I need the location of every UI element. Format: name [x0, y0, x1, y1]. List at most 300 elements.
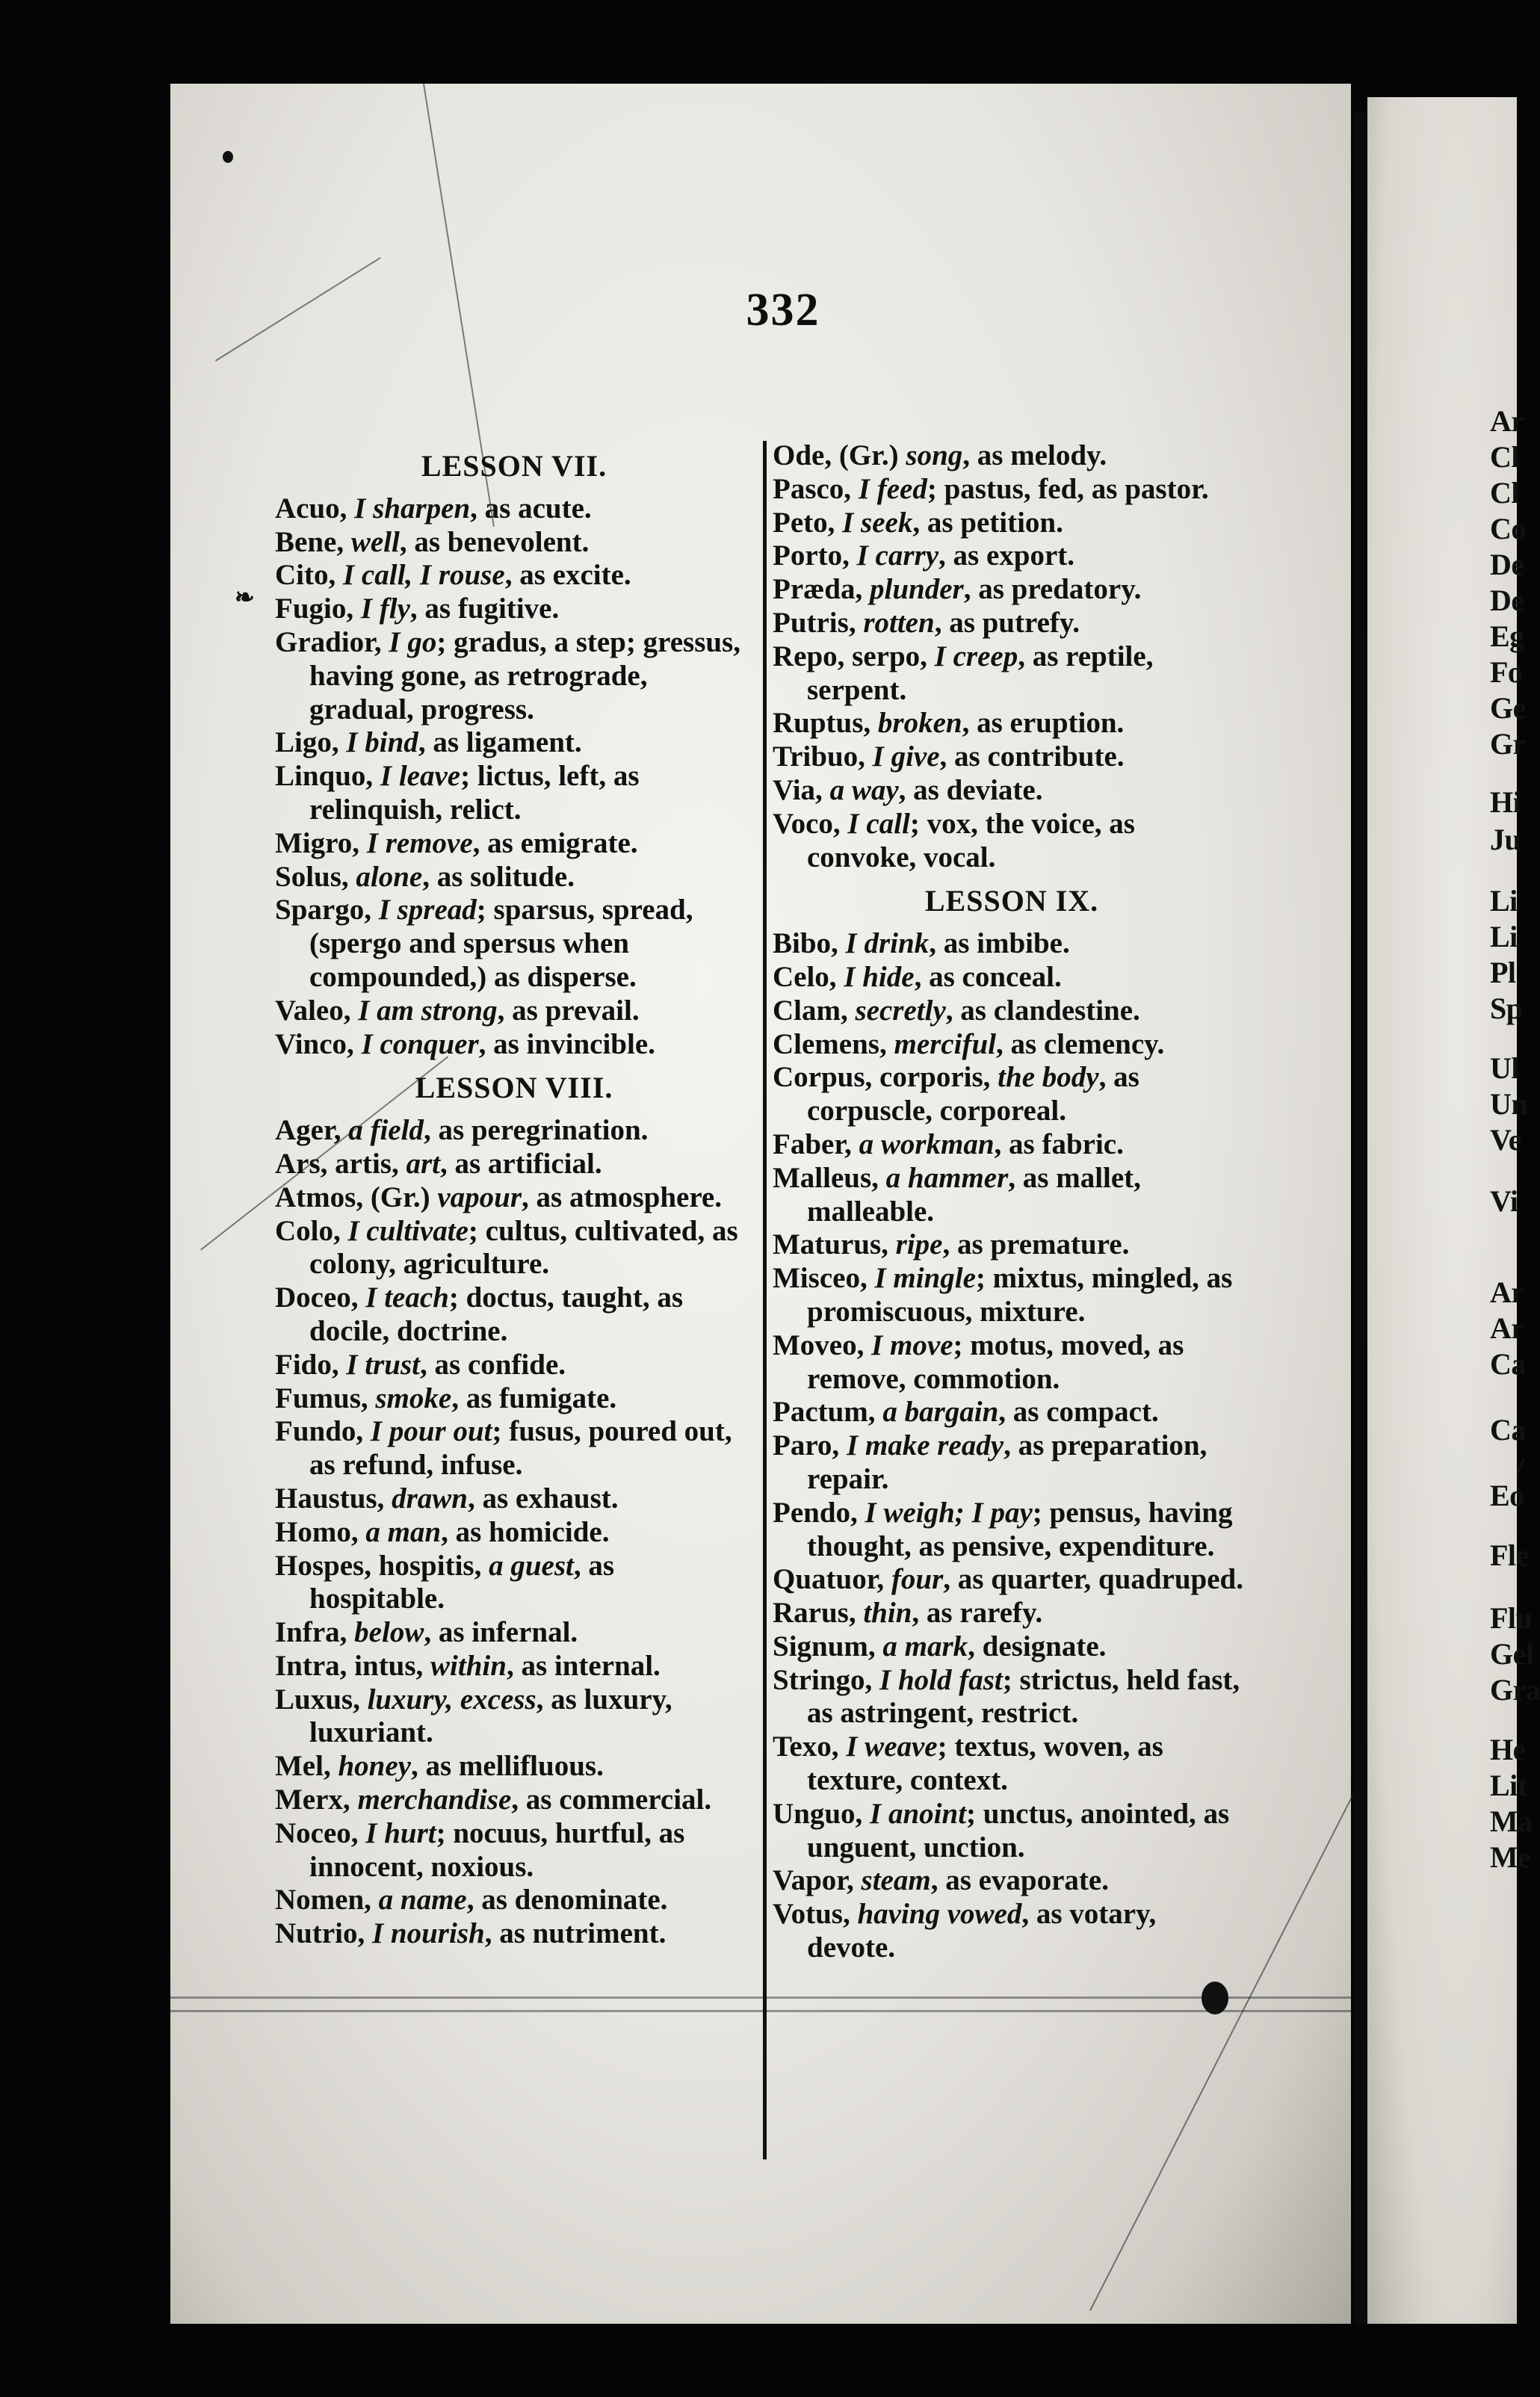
- entry-meaning: I fly: [360, 593, 410, 625]
- entry-derivatives: , as corpuscle, corporeal.: [807, 1061, 1139, 1128]
- entry-derivatives: ; pastus, fed, as pastor.: [927, 472, 1209, 505]
- entry-derivatives: ; cultus, cultivated, as colony, agriculture.: [309, 1214, 738, 1281]
- vocabulary-entry: [773, 995, 1251, 1028]
- vocabulary-entry: [773, 1262, 1251, 1329]
- entry-derivatives: , as votary, devote.: [807, 1898, 1157, 1964]
- entry-meaning: merchandise: [357, 1784, 512, 1816]
- adjacent-page-text: Un: [1490, 1087, 1528, 1121]
- entry-derivatives: , as invincible.: [478, 1027, 655, 1060]
- vocabulary-entry: [773, 1028, 1251, 1062]
- vocabulary-entry: [275, 827, 753, 861]
- entry-meaning: I go: [389, 625, 437, 658]
- adjacent-page-text: De: [1490, 548, 1524, 581]
- vocabulary-entry: [275, 1650, 753, 1683]
- page-gutter: [1354, 112, 1367, 2324]
- entry-word: Peto,: [773, 506, 843, 539]
- vocabulary-entry: [275, 593, 753, 626]
- vocabulary-entry: [275, 1148, 753, 1181]
- entry-derivatives: ; mixtus, mingled, as promiscuous, mixture.: [807, 1262, 1233, 1328]
- entry-derivatives: ; sparsus, spread, (spergo and spersus when compounded,) as disperse.: [309, 894, 693, 993]
- vocabulary-entry: [773, 1898, 1251, 1965]
- vocabulary-entry: [275, 1550, 753, 1617]
- adjacent-page-text: Gr: [1490, 727, 1526, 761]
- entry-derivatives: , as eruption.: [962, 707, 1125, 740]
- vocabulary-entry: [773, 1329, 1251, 1397]
- adjacent-page-text: Vi: [1490, 1184, 1518, 1218]
- vocabulary-entry: [773, 573, 1251, 607]
- entry-meaning: I feed: [858, 472, 927, 505]
- entry-derivatives: , as conceal.: [914, 960, 1062, 993]
- entry-meaning: smoke: [375, 1382, 452, 1414]
- entry-meaning: I mingle: [874, 1262, 976, 1295]
- entry-meaning: below: [354, 1616, 424, 1649]
- entry-word: Texo,: [773, 1731, 847, 1763]
- vocabulary-entry: [773, 1497, 1251, 1564]
- entry-word: Luxus,: [275, 1683, 368, 1716]
- entry-word: Fumus,: [275, 1382, 376, 1414]
- vocabulary-entry: [275, 1181, 753, 1215]
- entry-derivatives: , as preparation, repair.: [807, 1429, 1207, 1495]
- entry-meaning: well: [350, 525, 400, 558]
- entry-meaning: I am strong: [358, 994, 498, 1027]
- adjacent-page-text: Ca: [1490, 1413, 1526, 1447]
- entry-word: Pactum,: [773, 1396, 883, 1429]
- vocabulary-entry: [773, 473, 1251, 507]
- vocabulary-entry: [773, 1061, 1251, 1128]
- entry-meaning: song: [906, 439, 963, 471]
- entry-derivatives: , as compact.: [998, 1396, 1159, 1429]
- scratch-line: [215, 257, 381, 361]
- entry-meaning: a workman: [859, 1128, 995, 1160]
- entry-word: Misceo,: [773, 1262, 875, 1295]
- adjacent-page-text: Cl: [1490, 440, 1519, 474]
- entry-word: Moveo,: [773, 1329, 872, 1361]
- entry-meaning: rotten: [863, 606, 935, 639]
- vocabulary-entry: [275, 1884, 753, 1917]
- entry-meaning: I remove: [366, 826, 473, 859]
- entry-meaning: steam: [861, 1864, 931, 1897]
- entry-derivatives: , as fumigate.: [451, 1382, 617, 1414]
- entry-word: Linquo,: [275, 760, 380, 793]
- entry-derivatives: , as imbibe.: [929, 927, 1070, 960]
- entry-derivatives: , as internal.: [506, 1649, 661, 1682]
- entry-word: Voco,: [773, 807, 848, 840]
- entry-word: Homo,: [275, 1515, 366, 1548]
- adjacent-page-text: Ar: [1490, 404, 1524, 438]
- entry-meaning: the body: [998, 1061, 1099, 1094]
- vocabulary-entry: [275, 1516, 753, 1550]
- entry-meaning: I leave: [380, 760, 461, 793]
- entry-derivatives: ; doctus, taught, as docile, doctrine.: [309, 1281, 683, 1347]
- entry-derivatives: , as exhaust.: [467, 1482, 619, 1515]
- entry-derivatives: , as clemency.: [995, 1027, 1165, 1060]
- adjacent-page-text: Hi: [1490, 785, 1521, 819]
- entry-word: Paro,: [773, 1429, 847, 1462]
- entry-meaning: a bargain: [882, 1396, 999, 1429]
- entry-word: Fundo,: [275, 1415, 371, 1448]
- vocabulary-entry: [275, 861, 753, 894]
- adjacent-page: [1367, 97, 1540, 2324]
- entry-word: Infra,: [275, 1616, 355, 1649]
- vocabulary-entry: [773, 774, 1251, 808]
- entry-meaning: I conquer: [361, 1027, 479, 1060]
- adjacent-page-text: Sp: [1490, 992, 1523, 1025]
- entry-meaning: vapour: [437, 1181, 522, 1213]
- entry-derivatives: , as fugitive.: [409, 593, 560, 625]
- vocabulary-entry: [275, 492, 753, 526]
- entry-meaning: I anoint: [870, 1797, 967, 1830]
- vocabulary-entry: [773, 740, 1251, 774]
- vocabulary-entry: [773, 1731, 1251, 1798]
- lesson-heading: LESSON VII.: [421, 449, 607, 483]
- entry-derivatives: , as ligament.: [418, 726, 582, 759]
- vocabulary-entry: [275, 559, 753, 593]
- book-page: [170, 84, 1351, 2324]
- entry-derivatives: , as reptile, serpent.: [807, 640, 1154, 706]
- entry-word: Quatuor,: [773, 1563, 891, 1596]
- vocabulary-entry: [275, 1784, 753, 1817]
- entry-derivatives: ; textus, woven, as texture, context.: [807, 1731, 1163, 1797]
- entry-word: Ager,: [275, 1114, 349, 1147]
- entry-derivatives: ; fusus, poured out, as refund, infuse.: [309, 1415, 732, 1482]
- entry-word: Pendo,: [773, 1496, 865, 1529]
- ink-speck: [223, 151, 233, 163]
- entry-word: Repo, serpo,: [773, 640, 935, 672]
- entry-meaning: I drink: [845, 927, 930, 960]
- adjacent-page-text: Ge: [1490, 691, 1526, 725]
- entry-meaning: ripe: [895, 1228, 943, 1261]
- vocabulary-entry: [275, 1281, 753, 1349]
- adjacent-page-text: Ve: [1490, 1123, 1521, 1157]
- vocabulary-entry: [773, 808, 1251, 875]
- vocabulary-entry: [773, 1228, 1251, 1262]
- entry-meaning: I hurt: [365, 1816, 436, 1849]
- entry-meaning: I nourish: [372, 1917, 485, 1950]
- adjacent-page-text: Cl: [1490, 476, 1519, 510]
- entry-derivatives: , as melody.: [962, 439, 1107, 471]
- adjacent-page-text: De: [1490, 584, 1524, 617]
- entry-derivatives: ; strictus, held fast, as astringent, restrict.: [807, 1663, 1240, 1730]
- adjacent-page-text: Ma: [1490, 1804, 1533, 1838]
- entry-word: Unguo,: [773, 1797, 870, 1830]
- vocabulary-entry: [275, 1215, 753, 1282]
- entry-word: Haustus,: [275, 1482, 392, 1515]
- vocabulary-entry: [773, 1128, 1251, 1162]
- entry-word: Doceo,: [275, 1281, 366, 1314]
- vocabulary-entry: [275, 1028, 753, 1062]
- entry-meaning: I bind: [346, 726, 418, 759]
- entry-meaning: I seek: [842, 506, 913, 539]
- entry-derivatives: , as denominate.: [466, 1884, 668, 1917]
- entry-word: Bene,: [275, 525, 351, 558]
- entry-word: Gradior,: [275, 625, 389, 658]
- adjacent-page-text: Gra: [1490, 1673, 1540, 1707]
- entry-derivatives: ; pensus, having thought, as pensive, expenditure.: [807, 1496, 1233, 1562]
- entry-derivatives: , as predatory.: [963, 573, 1142, 606]
- entry-word: Maturus,: [773, 1228, 896, 1261]
- entry-word: Ligo,: [275, 726, 347, 759]
- entry-word: Fido,: [275, 1348, 347, 1381]
- vocabulary-entry: [773, 1630, 1251, 1664]
- entry-word: Nomen,: [275, 1884, 379, 1917]
- vocabulary-entry: [275, 1382, 753, 1416]
- entry-meaning: honey: [338, 1750, 411, 1783]
- vocabulary-entry: [275, 894, 753, 994]
- vocabulary-entry: [773, 961, 1251, 995]
- entry-meaning: I sharpen: [354, 492, 471, 525]
- vocabulary-entry: [275, 526, 753, 560]
- entry-derivatives: , as acute.: [470, 492, 592, 525]
- entry-derivatives: , as excite.: [504, 559, 631, 592]
- adjacent-page-text: Fo: [1490, 655, 1523, 689]
- entry-word: Votus,: [773, 1898, 858, 1931]
- entry-derivatives: , as petition.: [912, 506, 1063, 539]
- entry-word: Vinco,: [275, 1027, 362, 1060]
- entry-meaning: broken: [877, 707, 962, 740]
- right-column: [773, 439, 1251, 1965]
- entry-word: Pasco,: [773, 472, 859, 505]
- entry-derivatives: , as fabric.: [994, 1128, 1124, 1160]
- vocabulary-entry: [275, 1817, 753, 1884]
- entry-word: Rarus,: [773, 1597, 864, 1630]
- adjacent-page-text: Eo: [1490, 1479, 1524, 1512]
- entry-derivatives: , as infernal.: [424, 1616, 578, 1649]
- entry-word: Stringo,: [773, 1663, 880, 1696]
- vocabulary-entry: [773, 1429, 1251, 1497]
- entry-word: Colo,: [275, 1214, 348, 1247]
- entry-meaning: I weigh; I pay: [865, 1496, 1033, 1529]
- entry-word: Via,: [773, 773, 830, 806]
- vocabulary-entry: [773, 640, 1251, 708]
- entry-meaning: I spread: [378, 894, 477, 927]
- entry-meaning: I make ready: [846, 1429, 1004, 1462]
- entry-derivatives: ; nocuus, hurtful, as innocent, noxious.: [309, 1816, 685, 1883]
- entry-word: Cito,: [275, 559, 343, 592]
- entry-derivatives: , as mallet, malleable.: [807, 1161, 1141, 1228]
- entry-meaning: I teach: [365, 1281, 449, 1314]
- entry-meaning: luxury, excess: [367, 1683, 536, 1716]
- entry-meaning: a guest: [489, 1549, 574, 1582]
- vocabulary-entry: [773, 607, 1251, 640]
- entry-derivatives: ; vox, the voice, as convoke, vocal.: [807, 807, 1135, 873]
- page-number: 332: [746, 285, 820, 335]
- entry-meaning: plunder: [870, 573, 964, 606]
- entry-derivatives: , as commercial.: [511, 1784, 712, 1816]
- vocabulary-entry: [773, 1597, 1251, 1630]
- entry-word: Spargo,: [275, 894, 379, 927]
- entry-word: Noceo,: [275, 1816, 366, 1849]
- vocabulary-entry: [275, 1349, 753, 1382]
- entry-derivatives: , as emigrate.: [472, 826, 638, 859]
- vocabulary-entry: [275, 1917, 753, 1951]
- entry-derivatives: , as luxury, luxuriant.: [309, 1683, 672, 1749]
- entry-word: Hospes, hospitis,: [275, 1549, 489, 1582]
- vocabulary-entry: [773, 439, 1251, 473]
- entry-word: Mel,: [275, 1750, 338, 1783]
- scan-line: [170, 1997, 1351, 1999]
- entry-derivatives: , as atmosphere.: [522, 1181, 722, 1213]
- entry-meaning: I trust: [346, 1348, 421, 1381]
- entry-meaning: a way: [829, 773, 899, 806]
- adjacent-page-text: Ar: [1490, 1311, 1524, 1345]
- adjacent-page-text: Eg: [1490, 619, 1524, 653]
- vocabulary-entry: [275, 1415, 753, 1482]
- entry-word: Præda,: [773, 573, 870, 606]
- adjacent-page-text: He: [1490, 1733, 1526, 1766]
- vocabulary-entry: [275, 1482, 753, 1516]
- vocabulary-entry: [773, 1664, 1251, 1731]
- entry-derivatives: ; motus, moved, as remove, commotion.: [807, 1329, 1184, 1395]
- entry-meaning: I carry: [856, 539, 939, 572]
- vocabulary-entry: [275, 626, 753, 726]
- entry-derivatives: ; gradus, a step; gressus, having gone, as retrograde, gradual, progress.: [309, 625, 740, 726]
- vocabulary-entry: [275, 1616, 753, 1650]
- entry-derivatives: , as quarter, quadruped.: [943, 1563, 1243, 1596]
- adjacent-page-text: Flu: [1490, 1601, 1533, 1635]
- entry-word: Signum,: [773, 1630, 883, 1663]
- entry-meaning: I call, I rouse: [343, 559, 505, 592]
- entry-meaning: I hide: [844, 960, 915, 993]
- ink-speck: [1202, 1982, 1228, 2014]
- entry-derivatives: , as contribute.: [939, 740, 1125, 773]
- entry-word: Ode, (Gr.): [773, 439, 906, 471]
- entry-word: Valeo,: [275, 994, 359, 1027]
- vocabulary-entry: [773, 1864, 1251, 1898]
- entry-derivatives: , as artificial.: [439, 1147, 602, 1180]
- adjacent-page-text: Lit: [1490, 1769, 1527, 1802]
- entry-word: Bibo,: [773, 927, 846, 960]
- entry-word: Migro,: [275, 826, 367, 859]
- entry-word: Malleus,: [773, 1161, 886, 1194]
- vocabulary-entry: [275, 726, 753, 760]
- margin-mark: ❧: [235, 584, 255, 610]
- adjacent-page-text: Ca: [1490, 1347, 1526, 1381]
- vocabulary-entry: [773, 1396, 1251, 1429]
- entry-derivatives: ; unctus, anointed, as unguent, unction.: [807, 1797, 1230, 1864]
- entry-meaning: a man: [365, 1515, 442, 1548]
- entry-word: Tribuo,: [773, 740, 873, 773]
- column-divider: [763, 441, 767, 2159]
- entry-meaning: a hammer: [885, 1161, 1009, 1194]
- vocabulary-entry: [773, 927, 1251, 961]
- entry-meaning: a mark: [882, 1630, 968, 1663]
- entry-meaning: merciful: [894, 1027, 996, 1060]
- entry-derivatives: , as clandestine.: [945, 994, 1140, 1027]
- left-column: [275, 439, 753, 1951]
- entry-meaning: thin: [863, 1597, 912, 1630]
- adjacent-page-text: Ar: [1490, 1275, 1524, 1309]
- entry-derivatives: ; lictus, left, as relinquish, relict.: [309, 760, 640, 826]
- entry-derivatives: , as export.: [938, 539, 1075, 572]
- entry-word: Celo,: [773, 960, 844, 993]
- entry-derivatives: , as evaporate.: [930, 1864, 1109, 1897]
- entry-derivatives: , as deviate.: [898, 773, 1043, 806]
- entry-meaning: secretly: [855, 994, 946, 1027]
- adjacent-page-text: Ju: [1490, 823, 1521, 856]
- entry-word: Clemens,: [773, 1027, 894, 1060]
- entry-derivatives: , as solitude.: [422, 860, 575, 893]
- entry-derivatives: , designate.: [968, 1630, 1107, 1663]
- entry-meaning: I hold fast: [879, 1663, 1003, 1696]
- entry-word: Vapor,: [773, 1864, 862, 1897]
- entry-meaning: within: [430, 1649, 507, 1682]
- entry-derivatives: , as benevolent.: [399, 525, 590, 558]
- adjacent-page-text: Me: [1490, 1840, 1531, 1874]
- entry-derivatives: , as putrefy.: [934, 606, 1080, 639]
- vocabulary-entry: [773, 1162, 1251, 1229]
- vocabulary-entry: [773, 507, 1251, 540]
- adjacent-page-text: Co: [1490, 512, 1526, 545]
- entry-meaning: drawn: [392, 1482, 468, 1515]
- entry-derivatives: , as mellifluous.: [410, 1750, 604, 1783]
- entry-word: Atmos, (Gr.): [275, 1181, 438, 1213]
- entry-word: Solus,: [275, 860, 356, 893]
- lesson-heading: LESSON VIII.: [415, 1071, 613, 1105]
- vocabulary-entry: [275, 995, 753, 1028]
- entry-word: Putris,: [773, 606, 864, 639]
- adjacent-page-text: Ul: [1490, 1051, 1519, 1085]
- vocabulary-entry: [773, 707, 1251, 740]
- entry-derivatives: , as hospitable.: [309, 1549, 615, 1615]
- adjacent-page-text: Fle: [1490, 1538, 1529, 1572]
- entry-word: Merx,: [275, 1784, 358, 1816]
- entry-meaning: I pour out: [370, 1415, 492, 1448]
- entry-meaning: a field: [348, 1114, 424, 1147]
- vocabulary-entry: [275, 1683, 753, 1751]
- entry-word: Intra, intus,: [275, 1649, 431, 1682]
- adjacent-page-text: Pl: [1490, 956, 1516, 989]
- entry-word: Acuo,: [275, 492, 355, 525]
- entry-derivatives: , as prevail.: [497, 994, 640, 1027]
- entry-derivatives: , as nutriment.: [484, 1917, 667, 1950]
- entry-meaning: I creep: [934, 640, 1018, 672]
- entry-word: Clam,: [773, 994, 856, 1027]
- entry-derivatives: , as peregrination.: [423, 1114, 649, 1147]
- vocabulary-entry: [275, 760, 753, 827]
- entry-meaning: a name: [378, 1884, 467, 1917]
- entry-meaning: having vowed: [857, 1898, 1022, 1931]
- adjacent-page-text: Gel: [1490, 1637, 1534, 1671]
- entry-word: Ars, artis,: [275, 1147, 406, 1180]
- entry-meaning: alone: [356, 860, 423, 893]
- entry-meaning: I weave: [846, 1731, 938, 1763]
- entry-derivatives: , as homicide.: [441, 1515, 610, 1548]
- entry-derivatives: , as rarefy.: [912, 1597, 1043, 1630]
- entry-meaning: I cultivate: [347, 1214, 469, 1247]
- adjacent-page-text: Li: [1490, 884, 1518, 918]
- entry-meaning: I give: [872, 740, 940, 773]
- entry-word: Porto,: [773, 539, 857, 572]
- entry-meaning: I call: [847, 807, 910, 840]
- lesson-heading: LESSON IX.: [924, 884, 1099, 918]
- vocabulary-entry: [773, 1563, 1251, 1597]
- scan-line: [170, 2010, 1351, 2012]
- entry-word: Fugio,: [275, 593, 361, 625]
- entry-meaning: art: [406, 1147, 440, 1180]
- vocabulary-entry: [773, 1798, 1251, 1865]
- entry-meaning: four: [891, 1563, 944, 1596]
- entry-meaning: I move: [871, 1329, 953, 1361]
- entry-word: Ruptus,: [773, 707, 878, 740]
- entry-word: Corpus, corporis,: [773, 1061, 998, 1094]
- entry-derivatives: , as premature.: [942, 1228, 1130, 1261]
- entry-word: Nutrio,: [275, 1917, 372, 1950]
- vocabulary-entry: [275, 1750, 753, 1784]
- vocabulary-entry: [275, 1114, 753, 1148]
- entry-derivatives: , as confide.: [420, 1348, 566, 1381]
- adjacent-page-text: Li: [1490, 920, 1518, 953]
- entry-word: Faber,: [773, 1128, 859, 1160]
